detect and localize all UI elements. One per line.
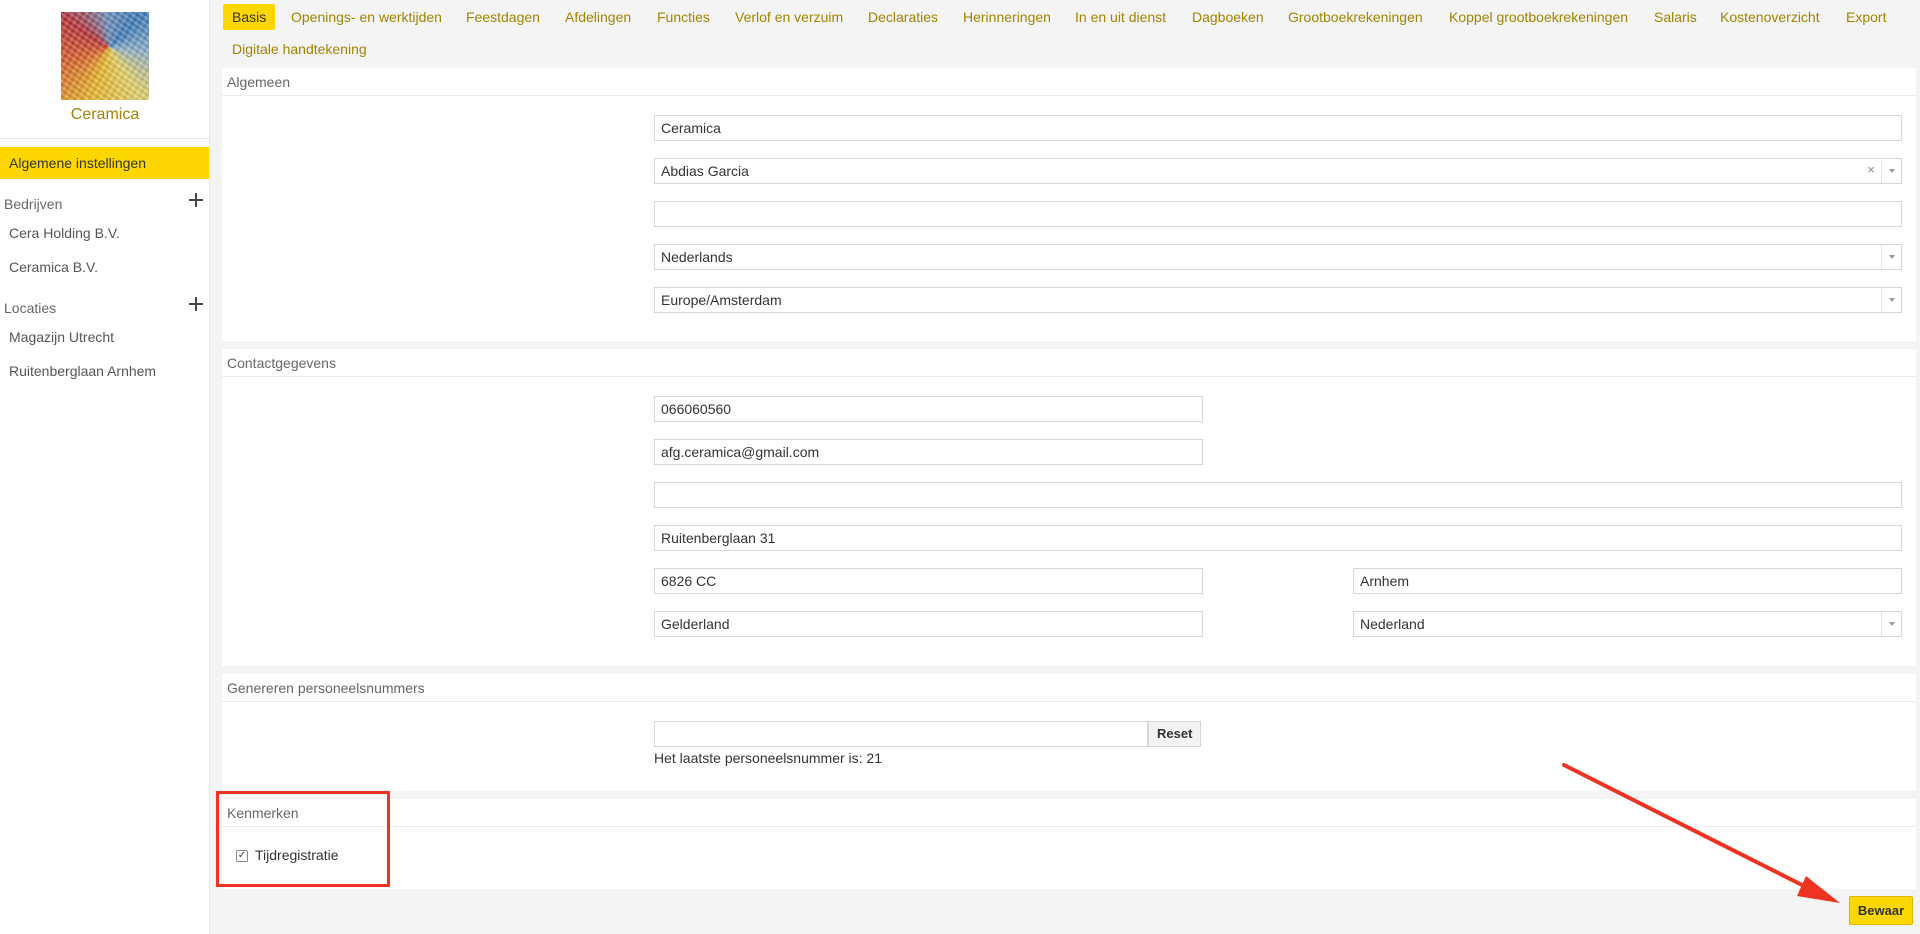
annotation-highlight-box bbox=[216, 791, 390, 887]
tab-digital-signature[interactable]: Digitale handtekening bbox=[232, 41, 367, 57]
sidebar bbox=[0, 0, 210, 934]
add-location-plus-icon[interactable] bbox=[188, 296, 204, 312]
email-field[interactable]: afg.ceramica@gmail.com bbox=[654, 439, 1203, 465]
time-registration-checkbox[interactable]: ✓ bbox=[237, 850, 247, 861]
panel-heading: Algemeen bbox=[222, 68, 1916, 96]
country-value: Nederland bbox=[1360, 616, 1425, 632]
locations-heading: Locaties bbox=[4, 300, 57, 316]
sidebar-item-location[interactable]: Magazijn Utrecht bbox=[9, 329, 115, 345]
reset-button[interactable]: Reset bbox=[1148, 721, 1201, 747]
province-field[interactable]: Gelderland bbox=[654, 611, 1203, 637]
tab-expenses[interactable]: Declaraties bbox=[868, 9, 939, 25]
organization-logo bbox=[61, 12, 149, 100]
responsible-value: Abdias Garcia bbox=[661, 163, 749, 179]
website-field[interactable] bbox=[654, 482, 1902, 508]
tab-salary[interactable]: Salaris bbox=[1654, 9, 1697, 25]
chevron-down-icon[interactable] bbox=[1881, 245, 1901, 269]
tab-onboarding[interactable]: In en uit dienst bbox=[1075, 9, 1167, 25]
tab-departments[interactable]: Afdelingen bbox=[565, 9, 632, 25]
tab-journals[interactable]: Dagboeken bbox=[1192, 9, 1264, 25]
timezone-select[interactable] bbox=[654, 287, 1902, 313]
sidebar-item-general-settings[interactable]: Algemene instellingen bbox=[0, 147, 209, 179]
contact-panel bbox=[222, 349, 1916, 666]
sidebar-item-company[interactable]: Cera Holding B.V. bbox=[9, 225, 120, 241]
tab-ledger-accounts[interactable]: Grootboekrekeningen bbox=[1288, 9, 1423, 25]
city-field[interactable]: Arnhem bbox=[1353, 568, 1902, 594]
tab-link-ledger-accounts[interactable]: Koppel grootboekrekeningen bbox=[1449, 9, 1629, 25]
chevron-down-icon[interactable] bbox=[1881, 159, 1901, 183]
panel-heading: Contactgegevens bbox=[222, 349, 1916, 377]
language-select[interactable] bbox=[654, 244, 1902, 270]
tab-export[interactable]: Export bbox=[1846, 9, 1887, 25]
sidebar-item-location[interactable]: Ruitenberglaan Arnhem bbox=[9, 363, 157, 379]
personnel-number-field[interactable] bbox=[654, 721, 1148, 747]
tab-basis[interactable]: Basis bbox=[223, 4, 275, 30]
general-panel bbox=[222, 68, 1916, 341]
sidebar-item-company[interactable]: Ceramica B.V. bbox=[9, 259, 98, 275]
name-field[interactable]: Ceramica bbox=[654, 115, 1902, 141]
tab-holidays[interactable]: Feestdagen bbox=[466, 9, 540, 25]
tab-reminders[interactable]: Herinneringen bbox=[963, 9, 1051, 25]
save-button[interactable]: Bewaar bbox=[1849, 896, 1913, 925]
panel-heading: Genereren personeelsnummers bbox=[222, 674, 1916, 702]
settings-tabs bbox=[210, 0, 1920, 66]
language-value: Nederlands bbox=[661, 249, 733, 265]
address-field[interactable]: Ruitenberglaan 31 bbox=[654, 525, 1902, 551]
responsible-select[interactable] bbox=[654, 158, 1902, 184]
sidebar-divider bbox=[0, 138, 210, 139]
personnel-number-panel bbox=[222, 674, 1916, 791]
tab-leave[interactable]: Verlof en verzuim bbox=[735, 9, 844, 25]
companies-heading: Bedrijven bbox=[4, 196, 63, 212]
chevron-down-icon[interactable] bbox=[1881, 288, 1901, 312]
tab-functions[interactable]: Functies bbox=[657, 9, 710, 25]
add-company-plus-icon[interactable] bbox=[188, 192, 204, 208]
features-panel bbox=[222, 799, 1916, 889]
panel-heading: Kenmerken bbox=[222, 799, 1916, 827]
chevron-down-icon[interactable] bbox=[1881, 612, 1901, 636]
tab-cost-overview[interactable]: Kostenoverzicht bbox=[1720, 9, 1820, 25]
last-personnel-number-text: Het laatste personeelsnummer is: 21 bbox=[654, 750, 882, 766]
country-select[interactable] bbox=[1353, 611, 1902, 637]
postcode-field[interactable]: 6826 CC bbox=[654, 568, 1203, 594]
organization-name[interactable]: Ceramica bbox=[70, 106, 140, 123]
clear-icon[interactable]: × bbox=[1867, 162, 1875, 177]
timezone-value: Europe/Amsterdam bbox=[661, 292, 782, 308]
tab-opening-hours[interactable]: Openings- en werktijden bbox=[291, 9, 442, 25]
reference-field[interactable] bbox=[654, 201, 1902, 227]
time-registration-label[interactable]: Tijdregistratie bbox=[255, 847, 339, 863]
phone-field[interactable]: 066060560 bbox=[654, 396, 1203, 422]
